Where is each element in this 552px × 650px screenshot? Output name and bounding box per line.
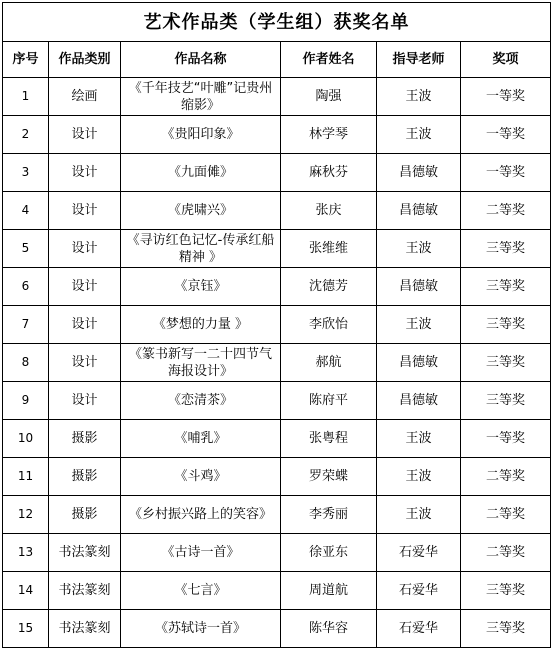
- cell-index: 9: [3, 382, 49, 420]
- cell-index: 6: [3, 268, 49, 306]
- header-author: 作者姓名: [281, 42, 377, 78]
- cell-advisor: 昌德敏: [377, 154, 461, 192]
- cell-author: 郝航: [281, 344, 377, 382]
- cell-advisor: 昌德敏: [377, 344, 461, 382]
- cell-index: 10: [3, 420, 49, 458]
- cell-award: 二等奖: [461, 496, 551, 534]
- cell-award: 一等奖: [461, 420, 551, 458]
- cell-advisor: 昌德敏: [377, 382, 461, 420]
- cell-category: 设计: [49, 344, 121, 382]
- cell-work-name: 《恋清茶》: [121, 382, 281, 420]
- cell-award: 二等奖: [461, 192, 551, 230]
- table-row: [3, 420, 551, 458]
- header-award: 奖项: [461, 42, 551, 78]
- cell-author: 沈德芳: [281, 268, 377, 306]
- cell-award: 一等奖: [461, 78, 551, 116]
- cell-index: 11: [3, 458, 49, 496]
- cell-index: 2: [3, 116, 49, 154]
- table-title: 艺术作品类（学生组）获奖名单: [3, 3, 551, 42]
- cell-index: 12: [3, 496, 49, 534]
- cell-author: 陶强: [281, 78, 377, 116]
- cell-award: 二等奖: [461, 458, 551, 496]
- cell-category: 摄影: [49, 420, 121, 458]
- cell-category: 摄影: [49, 496, 121, 534]
- table-row: [3, 116, 551, 154]
- cell-award: 三等奖: [461, 268, 551, 306]
- cell-work-name: 《寻访红色记忆-传承红船精神 》: [121, 230, 281, 268]
- cell-category: 设计: [49, 116, 121, 154]
- cell-category: 书法篆刻: [49, 610, 121, 648]
- cell-index: 3: [3, 154, 49, 192]
- cell-award: 一等奖: [461, 116, 551, 154]
- header-work-name: 作品名称: [121, 42, 281, 78]
- cell-author: 罗荣蝶: [281, 458, 377, 496]
- cell-advisor: 昌德敏: [377, 268, 461, 306]
- table-row: [3, 496, 551, 534]
- cell-award: 三等奖: [461, 344, 551, 382]
- cell-category: 设计: [49, 382, 121, 420]
- cell-work-name: 《贵阳印象》: [121, 116, 281, 154]
- header-index: 序号: [3, 42, 49, 78]
- award-sheet: [2, 2, 550, 648]
- cell-category: 设计: [49, 306, 121, 344]
- cell-author: 张粤程: [281, 420, 377, 458]
- cell-category: 摄影: [49, 458, 121, 496]
- cell-award: 三等奖: [461, 382, 551, 420]
- cell-award: 三等奖: [461, 610, 551, 648]
- cell-category: 书法篆刻: [49, 572, 121, 610]
- cell-work-name: 《虎啸兴》: [121, 192, 281, 230]
- cell-work-name: 《哺乳》: [121, 420, 281, 458]
- cell-work-name: 《古诗一首》: [121, 534, 281, 572]
- cell-index: 15: [3, 610, 49, 648]
- cell-work-name: 《斗鸡》: [121, 458, 281, 496]
- header-row: [3, 42, 551, 78]
- cell-award: 三等奖: [461, 230, 551, 268]
- cell-category: 设计: [49, 192, 121, 230]
- header-advisor: 指导老师: [377, 42, 461, 78]
- cell-author: 张庆: [281, 192, 377, 230]
- cell-advisor: 王波: [377, 116, 461, 154]
- cell-work-name: 《苏轼诗一首》: [121, 610, 281, 648]
- cell-category: 书法篆刻: [49, 534, 121, 572]
- cell-work-name: 《七言》: [121, 572, 281, 610]
- cell-award: 二等奖: [461, 534, 551, 572]
- table-body: [3, 78, 551, 648]
- cell-index: 13: [3, 534, 49, 572]
- table-row: [3, 458, 551, 496]
- cell-work-name: 《梦想的力量 》: [121, 306, 281, 344]
- table-row: [3, 192, 551, 230]
- cell-author: 李欣怡: [281, 306, 377, 344]
- cell-author: 陈府平: [281, 382, 377, 420]
- table-row: [3, 572, 551, 610]
- cell-award: 三等奖: [461, 306, 551, 344]
- table-row: [3, 306, 551, 344]
- award-table: [2, 2, 551, 648]
- cell-index: 4: [3, 192, 49, 230]
- table-row: [3, 344, 551, 382]
- cell-category: 绘画: [49, 78, 121, 116]
- cell-work-name: 《京钰》: [121, 268, 281, 306]
- header-category: 作品类别: [49, 42, 121, 78]
- cell-work-name: 《千年技艺“叶雕”记贵州缩影》: [121, 78, 281, 116]
- cell-index: 8: [3, 344, 49, 382]
- cell-index: 5: [3, 230, 49, 268]
- cell-author: 陈华容: [281, 610, 377, 648]
- table-row: [3, 154, 551, 192]
- cell-advisor: 石爱华: [377, 610, 461, 648]
- cell-award: 三等奖: [461, 572, 551, 610]
- cell-work-name: 《九面傩》: [121, 154, 281, 192]
- cell-work-name: 《篆书新写一二十四节气海报设计》: [121, 344, 281, 382]
- table-row: [3, 534, 551, 572]
- cell-advisor: 王波: [377, 420, 461, 458]
- cell-advisor: 王波: [377, 458, 461, 496]
- table-row: [3, 268, 551, 306]
- table-row: [3, 230, 551, 268]
- table-row: [3, 78, 551, 116]
- cell-category: 设计: [49, 230, 121, 268]
- cell-author: 张维维: [281, 230, 377, 268]
- cell-author: 林学琴: [281, 116, 377, 154]
- cell-author: 麻秋芬: [281, 154, 377, 192]
- cell-category: 设计: [49, 268, 121, 306]
- cell-advisor: 昌德敏: [377, 192, 461, 230]
- cell-advisor: 石爱华: [377, 534, 461, 572]
- cell-award: 一等奖: [461, 154, 551, 192]
- table-row: [3, 382, 551, 420]
- cell-advisor: 王波: [377, 230, 461, 268]
- cell-advisor: 王波: [377, 496, 461, 534]
- cell-work-name: 《乡村振兴路上的笑容》: [121, 496, 281, 534]
- cell-author: 徐亚东: [281, 534, 377, 572]
- cell-index: 14: [3, 572, 49, 610]
- cell-author: 李秀丽: [281, 496, 377, 534]
- cell-advisor: 王波: [377, 78, 461, 116]
- cell-author: 周道航: [281, 572, 377, 610]
- cell-advisor: 王波: [377, 306, 461, 344]
- table-row: [3, 610, 551, 648]
- cell-index: 1: [3, 78, 49, 116]
- cell-category: 设计: [49, 154, 121, 192]
- cell-advisor: 石爱华: [377, 572, 461, 610]
- cell-index: 7: [3, 306, 49, 344]
